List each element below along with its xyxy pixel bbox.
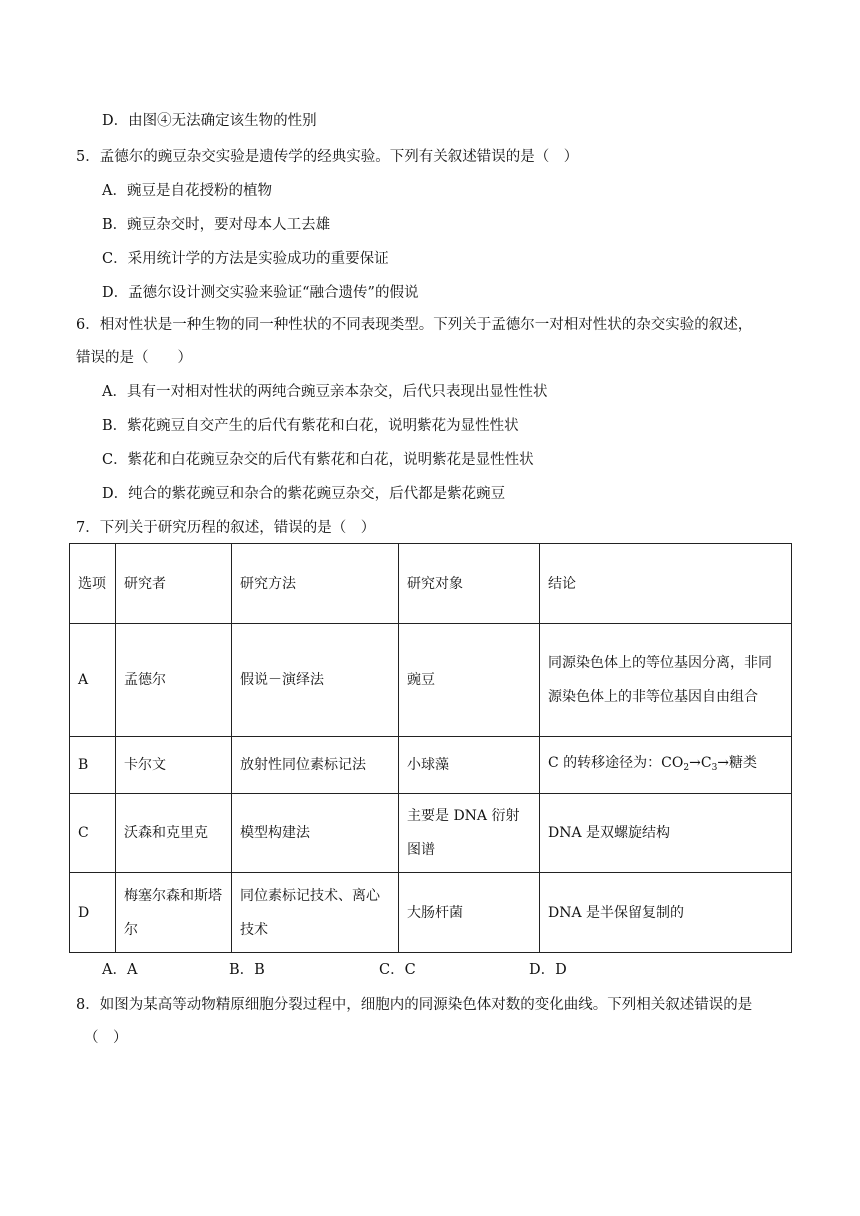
question-6-option-c: C．紫花和白花豌豆杂交的后代有紫花和白花，说明紫花是显性性状 bbox=[102, 452, 534, 468]
cell-subject: 大肠杆菌 bbox=[399, 873, 540, 953]
conclusion-prefix: C 的转移途径为： bbox=[548, 754, 662, 771]
cell-researcher: 沃森和克里克 bbox=[116, 794, 232, 873]
cell-subject: 豌豆 bbox=[399, 624, 540, 737]
table-row bbox=[70, 873, 792, 953]
arrow-icon: → bbox=[717, 754, 730, 771]
question-6-stem-line1: 6．相对性状是一种生物的同一种性状的不同表现类型。下列关于孟德尔一对相对性状的杂交实验的叙述， bbox=[76, 317, 753, 333]
cell-subject: 主要是 DNA 衍射图谱 bbox=[399, 794, 540, 873]
question-5-option-c: C．采用统计学的方法是实验成功的重要保证 bbox=[102, 251, 389, 267]
cell-method: 假说－演绎法 bbox=[232, 624, 399, 737]
answer-option-a: A．A bbox=[102, 962, 138, 978]
table-header-row bbox=[70, 544, 792, 624]
cell-researcher: 梅塞尔森和斯塔尔 bbox=[116, 873, 232, 953]
cell-method: 同位素标记技术、离心技术 bbox=[232, 873, 399, 953]
cell-option: D bbox=[70, 873, 116, 953]
cell-option: B bbox=[70, 737, 116, 794]
header-subject: 研究对象 bbox=[399, 544, 540, 624]
cell-conclusion bbox=[540, 737, 792, 794]
formula-c3: $C_3$ bbox=[700, 754, 718, 773]
header-option: 选项 bbox=[70, 544, 116, 624]
cell-method: 放射性同位素标记法 bbox=[232, 737, 399, 794]
header-researcher: 研究者 bbox=[116, 544, 232, 624]
table-row bbox=[70, 737, 792, 794]
question-6-option-d: D．纯合的紫花豌豆和杂合的紫花豌豆杂交，后代都是紫花豌豆 bbox=[102, 486, 506, 502]
research-history-table bbox=[69, 543, 792, 953]
table-row bbox=[70, 624, 792, 737]
answer-option-d: D．D bbox=[529, 962, 567, 978]
header-conclusion: 结论 bbox=[540, 544, 792, 624]
answer-option-b: B．B bbox=[229, 962, 265, 978]
question-6-option-a: A．具有一对相对性状的两纯合豌豆亲本杂交，后代只表现出显性性状 bbox=[102, 384, 548, 400]
cell-researcher: 孟德尔 bbox=[116, 624, 232, 737]
question-7-stem: 7．下列关于研究历程的叙述，错误的是（ ） bbox=[76, 520, 376, 536]
question-8-stem-line1: 8．如图为某高等动物精原细胞分裂过程中，细胞内的同源染色体对数的变化曲线。下列相关叙述错误的是 bbox=[76, 997, 753, 1013]
cell-conclusion: DNA 是双螺旋结构 bbox=[540, 794, 792, 873]
cell-conclusion: 同源染色体上的等位基因分离，非同源染色体上的非等位基因自由组合 bbox=[540, 624, 792, 737]
formula-sugar: 糖类 bbox=[729, 754, 758, 771]
question-8-stem-line2: （ ） bbox=[84, 1030, 128, 1046]
question-5-option-a: A．豌豆是自花授粉的植物 bbox=[102, 183, 272, 199]
question-6-option-b: B．紫花豌豆自交产生的后代有紫花和白花，说明紫花为显性性状 bbox=[102, 418, 519, 434]
answer-option-c: C．C bbox=[379, 962, 416, 978]
question-5-stem: 5．孟德尔的豌豆杂交实验是遗传学的经典实验。下列有关叙述错误的是（ ） bbox=[76, 149, 579, 165]
cell-subject: 小球藻 bbox=[399, 737, 540, 794]
formula-co2: $CO_2$ bbox=[661, 754, 690, 773]
header-method: 研究方法 bbox=[232, 544, 399, 624]
cell-method: 模型构建法 bbox=[232, 794, 399, 873]
question-5-option-d: D．孟德尔设计测交实验来验证“融合遗传”的假说 bbox=[102, 285, 419, 301]
cell-conclusion: DNA 是半保留复制的 bbox=[540, 873, 792, 953]
arrow-icon: → bbox=[689, 754, 701, 771]
question-6-stem-line2: 错误的是（ ） bbox=[76, 350, 192, 366]
cell-researcher: 卡尔文 bbox=[116, 737, 232, 794]
cell-option: C bbox=[70, 794, 116, 873]
question-5-option-b: B．豌豆杂交时，要对母本人工去雄 bbox=[102, 217, 331, 233]
question-4-option-d: D．由图④无法确定该生物的性别 bbox=[102, 113, 317, 129]
cell-option: A bbox=[70, 624, 116, 737]
table-row bbox=[70, 794, 792, 873]
